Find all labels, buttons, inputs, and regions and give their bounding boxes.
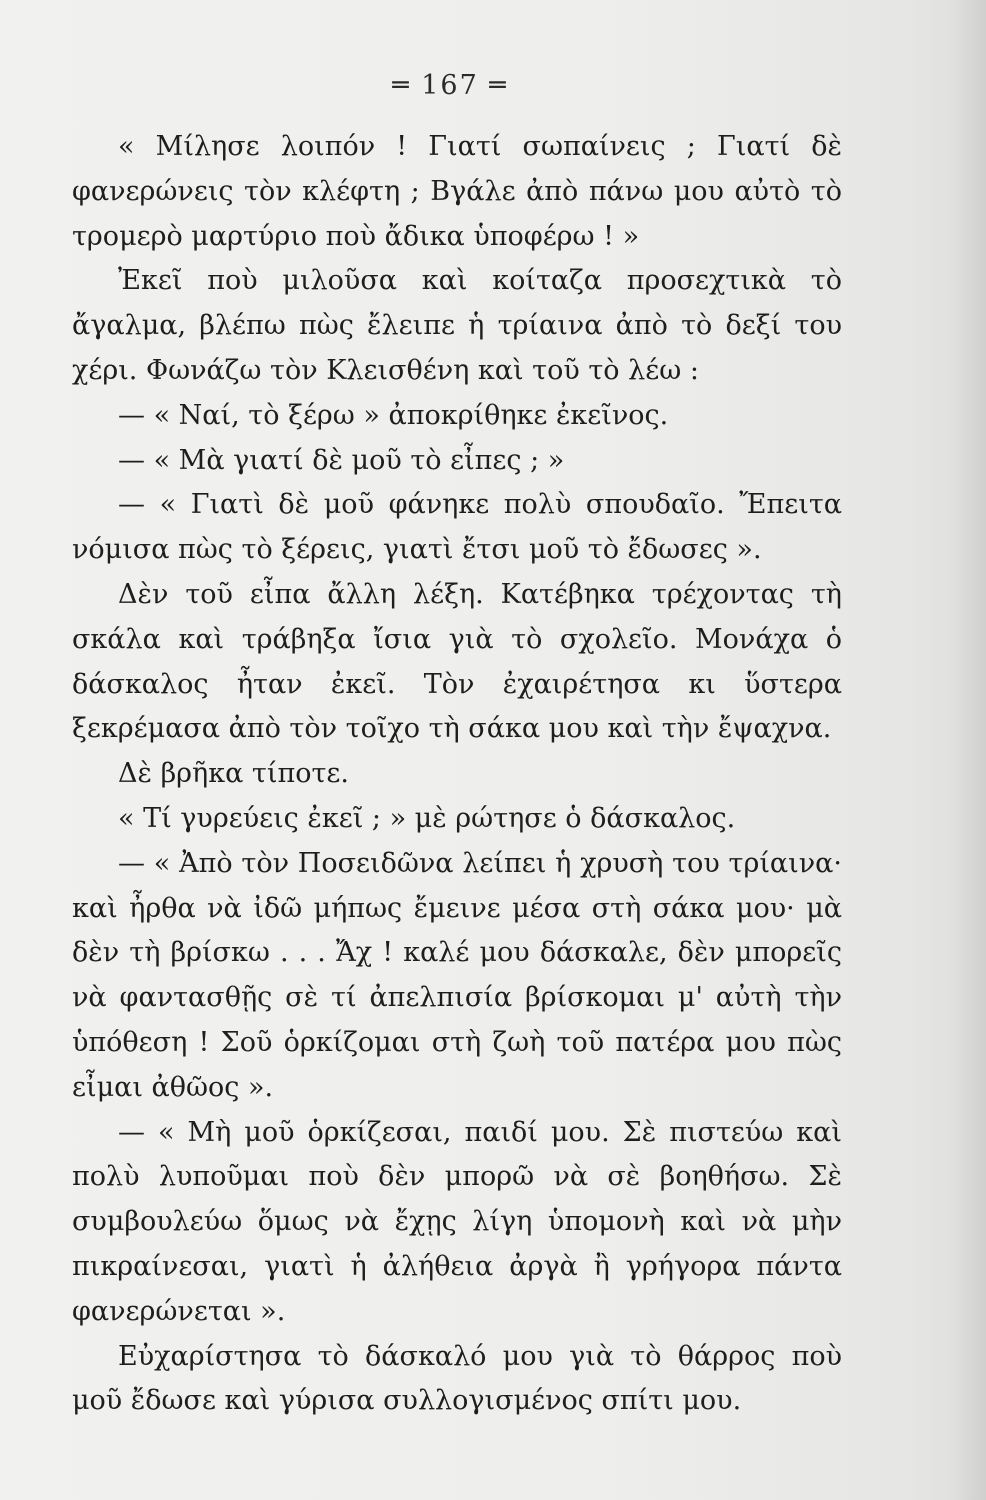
dialogue-line: — « Μὰ γιατί δὲ μοῦ τὸ εἶπες ; » — [118, 444, 565, 476]
paragraph: Εὐχαρίστησα τὸ δάσκαλό μου γιὰ τὸ θάρρος ποὺ μοῦ ἔδωσε καὶ γύρισα συλλογισμένος σπίτι μου. — [72, 1340, 842, 1417]
page-number: ═ 167 ═ — [392, 70, 508, 101]
dialogue-line: — « Ἀπὸ τὸν Ποσειδῶνα λείπει ἡ χρυσὴ του τρίαινα· καὶ ἦρθα νὰ ἰδῶ μήπως ἔμεινε μέσα στὴ σάκα μου· μὰ δὲν τὴ βρίσκω . . . Ἄχ ! καλέ μου δάσκαλε, δὲν μπορεῖς νὰ φαντασθῇς σὲ τί ἀπελπισία βρίσκομαι μ' αὐτὴ τὴν ὑπόθεση ! Σοῦ ὁρκίζομαι στὴ ζωὴ τοῦ πατέρα μου πὼς εἶμαι ἀθῶος ». — [72, 847, 842, 1103]
paragraph: Δὲ βρῆκα τίποτε. — [118, 758, 349, 790]
dialogue-line: — « Γιατὶ δὲ μοῦ φάνηκε πολὺ σπουδαῖο. Ἔπειτα νόμισα πὼς τὸ ξέρεις, γιατὶ ἔτσι μοῦ τὸ ἔδωσες ». — [72, 489, 842, 566]
paragraph: Δὲν τοῦ εἶπα ἄλλη λέξη. Κατέβηκα τρέχοντας τὴ σκάλα καὶ τράβηξα ἴσια γιὰ τὸ σχολεῖο. Μονάχα ὁ δάσκαλος ἦταν ἐκεῖ. Τὸν ἐχαιρέτησα κι ὕστερα ξεκρέμασα ἀπὸ τὸν τοῖχο τὴ σάκα μου καὶ τὴν ἔψαχνα. — [72, 578, 842, 745]
paragraph: « Τί γυρεύεις ἐκεῖ ; » μὲ ρώτησε ὁ δάσκαλος. — [118, 802, 736, 834]
dialogue-line: — « Ναί, τὸ ξέρω » ἀποκρίθηκε ἐκεῖνος. — [118, 399, 669, 431]
page-edge-shadow — [952, 0, 986, 1500]
paragraph: « Μίλησε λοιπόν ! Γιατί σωπαίνεις ; Γιατί δὲ φανερώνεις τὸν κλέφτη ; Βγάλε ἀπὸ πάνω μου αὐτὸ τὸ τρομερὸ μαρτύριο ποὺ ἄδικα ὑποφέρω ! » — [72, 131, 842, 252]
dialogue-line: — « Μὴ μοῦ ὁρκίζεσαι, παιδί μου. Σὲ πιστεύω καὶ πολὺ λυποῦμαι ποὺ δὲν μπορῶ νὰ σὲ βοηθήσω. Σὲ συμβουλεύω ὅμως νὰ ἔχῃς λίγη ὑπομονὴ καὶ νὰ μὴν πικραίνεσαι, γιατὶ ἡ ἀλήθεια ἀργὰ ἢ γρήγορα πάντα φανερώνεται ». — [72, 1116, 842, 1327]
page-text — [72, 125, 842, 1424]
paragraph: Ἐκεῖ ποὺ μιλοῦσα καὶ κοίταζα προσεχτικὰ τὸ ἄγαλμα, βλέπω πὼς ἔλειπε ἡ τρίαινα ἀπὸ τὸ δεξί του χέρι. Φωνάζω τὸν Κλεισθένη καὶ τοῦ τὸ λέω : — [72, 265, 842, 386]
